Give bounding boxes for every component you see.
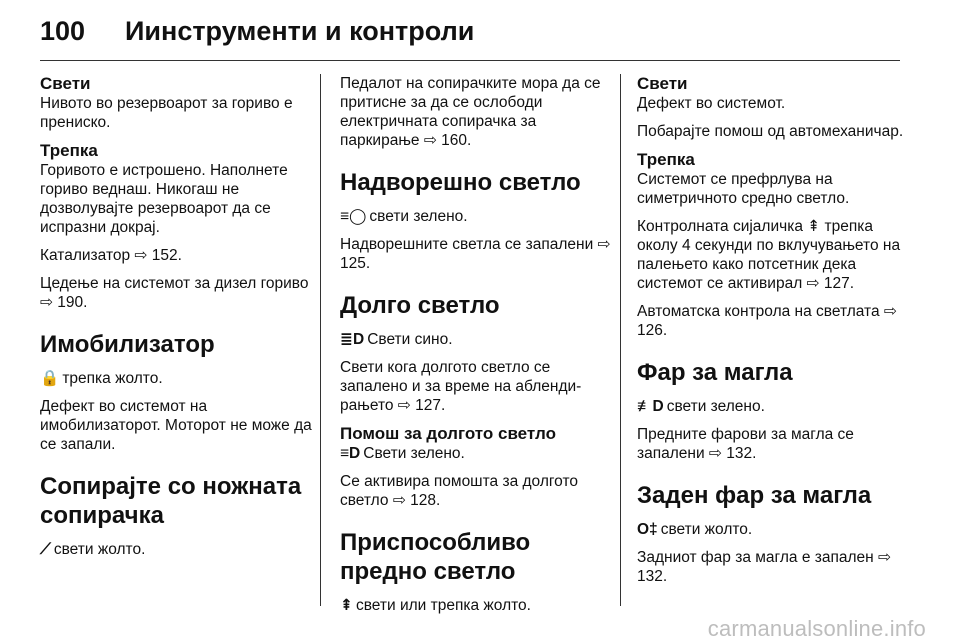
brake-pedal-icon: ⟋ <box>40 541 51 558</box>
high-beam-icon: ≣D <box>340 331 365 348</box>
column-1 <box>40 74 312 568</box>
column-2 <box>340 74 612 624</box>
adaptive-light-icon: ⇞ <box>340 597 353 614</box>
paragraph-text: свети или трепка жолто. <box>356 597 531 614</box>
paragraph <box>340 444 612 463</box>
paragraph: Се активира помошта за долгото светло ⇨ 128. <box>340 473 579 509</box>
column-divider-1 <box>320 74 321 606</box>
rear-fog-icon: O‡ <box>637 521 658 538</box>
paragraph <box>40 540 312 559</box>
paragraph-text: Свети зелено. <box>363 445 465 462</box>
section-heading: Сопирајте со ножната сопирачка <box>40 473 302 529</box>
paragraph-text: свети зелено. <box>369 208 468 225</box>
page-title: Иинструменти и контроли <box>125 16 475 46</box>
paragraph: Катализатор ⇨ 152. <box>40 247 182 264</box>
paragraph-text: Свети сино. <box>367 331 453 348</box>
paragraph-text: трепка жолто. <box>62 370 163 387</box>
section-heading: Имобилизатор <box>40 331 215 358</box>
paragraph-text: свети зелено. <box>666 398 765 415</box>
paragraph: Педалот на сопирачките мора да се притисне за да се ослободи електричната сопирачка за паркирање ⇨ 160. <box>340 75 601 149</box>
page-header <box>40 14 920 54</box>
watermark: carmanualsonline.info <box>707 616 926 641</box>
section-heading: Фар за магла <box>637 359 793 386</box>
high-beam-assist-icon: ≡D <box>340 445 361 462</box>
paragraph: Системот се префрлува на симетричното средно светло. <box>637 171 850 207</box>
paragraph: Нивото во резервоарот за гориво е прениско. <box>40 95 293 131</box>
paragraph <box>340 330 612 349</box>
paragraph: Контролната сијаличка ⇞ трепка околу 4 секунди по вклучувањето на палењето како потсетник дека системот се активирал ⇨ 127. <box>637 218 901 292</box>
paragraph <box>637 520 909 539</box>
paragraph: Надворешните светла се запалени ⇨ 125. <box>340 236 611 272</box>
paragraph: Предните фарови за магла се запалени ⇨ 132. <box>637 426 854 462</box>
exterior-light-icon: ≡◯ <box>340 208 367 225</box>
paragraph <box>340 207 612 226</box>
header-divider <box>40 60 900 61</box>
paragraph: Цедење на системот за дизел гориво ⇨ 190. <box>40 275 309 311</box>
paragraph: Побарајте помош од автомеханичар. <box>637 123 904 140</box>
paragraph: Задниот фар за магла е запален ⇨ 132. <box>637 549 892 585</box>
paragraph-text: свети жолто. <box>53 541 146 558</box>
paragraph-text: свети жолто. <box>660 521 753 538</box>
column-3 <box>637 74 909 595</box>
section-heading: Заден фар за магла <box>637 482 872 509</box>
section-heading: Долго светло <box>340 292 500 319</box>
immobilizer-icon: 🔒 <box>40 370 60 387</box>
page-number: 100 <box>40 16 86 46</box>
subsection-heading: Свети <box>637 74 688 93</box>
front-fog-icon: ≢D <box>637 398 664 415</box>
subsection-heading: Помош за долгото светло <box>340 424 556 443</box>
paragraph <box>637 397 909 416</box>
paragraph: Автоматска контрола на светлата ⇨ 126. <box>637 303 897 339</box>
section-heading: Приспособливо предно светло <box>340 529 531 585</box>
paragraph <box>340 596 612 615</box>
paragraph <box>40 369 312 388</box>
column-divider-2 <box>620 74 621 606</box>
paragraph: Свети кога долгото светло се запалено и за време на аблендирањето ⇨ 127. <box>340 359 582 414</box>
paragraph: Дефект во системот. <box>637 95 786 112</box>
subsection-heading: Свети <box>40 74 91 93</box>
subsection-heading: Трепка <box>637 150 695 169</box>
section-heading: Надворешно светло <box>340 169 581 196</box>
subsection-heading: Трепка <box>40 141 98 160</box>
paragraph: Дефект во системот на имобилизаторот. Моторот не може да се запали. <box>40 398 312 453</box>
paragraph: Горивото е истрошено. Наполнете гориво веднаш. Никогаш не дозволувајте резервоарот да се испразни докрај. <box>40 162 288 236</box>
